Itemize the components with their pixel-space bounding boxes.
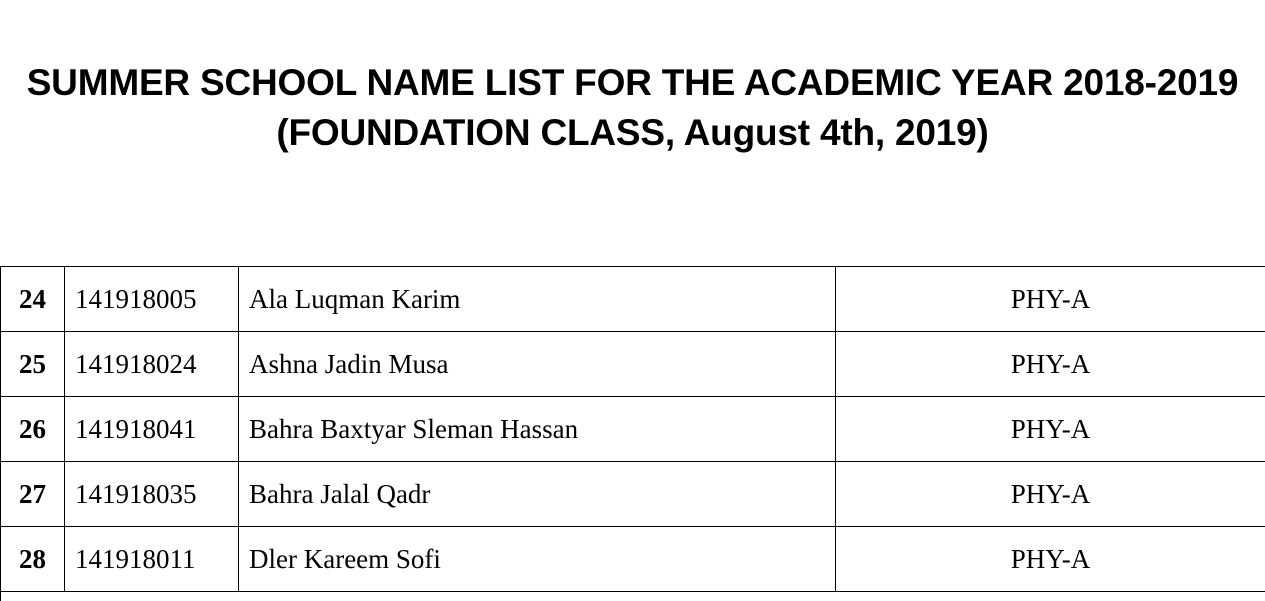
table-row [1, 397, 1265, 462]
row-number: 24 [1, 267, 65, 332]
group-code: PHY-A [836, 332, 1265, 397]
table-row [1, 462, 1265, 527]
student-id: 141918035 [65, 462, 239, 527]
student-id: 141918024 [65, 332, 239, 397]
row-number: 27 [1, 462, 65, 527]
group-code: PHY-A [836, 527, 1265, 592]
table-body [1, 267, 1265, 592]
table-row [1, 332, 1265, 397]
student-name: Ala Luqman Karim [239, 267, 836, 332]
group-code: PHY-A [836, 397, 1265, 462]
student-id: 141918011 [65, 527, 239, 592]
row-number: 28 [1, 527, 65, 592]
student-name: Dler Kareem Sofi [239, 527, 836, 592]
table-row [1, 267, 1265, 332]
table-row [1, 527, 1265, 592]
row-number: 25 [1, 332, 65, 397]
student-id: 141918005 [65, 267, 239, 332]
student-name: Bahra Baxtyar Sleman Hassan [239, 397, 836, 462]
student-id: 141918041 [65, 397, 239, 462]
group-code: PHY-A [836, 462, 1265, 527]
group-code: PHY-A [836, 267, 1265, 332]
student-name: Ashna Jadin Musa [239, 332, 836, 397]
page-title: SUMMER SCHOOL NAME LIST FOR THE ACADEMIC YEAR 2018-2019 (FOUNDATION CLASS, August 4th, 2019) [26, 62, 1239, 153]
name-list-table-container [0, 266, 1265, 592]
row-number: 26 [1, 397, 65, 462]
name-list-table [0, 266, 1265, 592]
student-name: Bahra Jalal Qadr [239, 462, 836, 527]
